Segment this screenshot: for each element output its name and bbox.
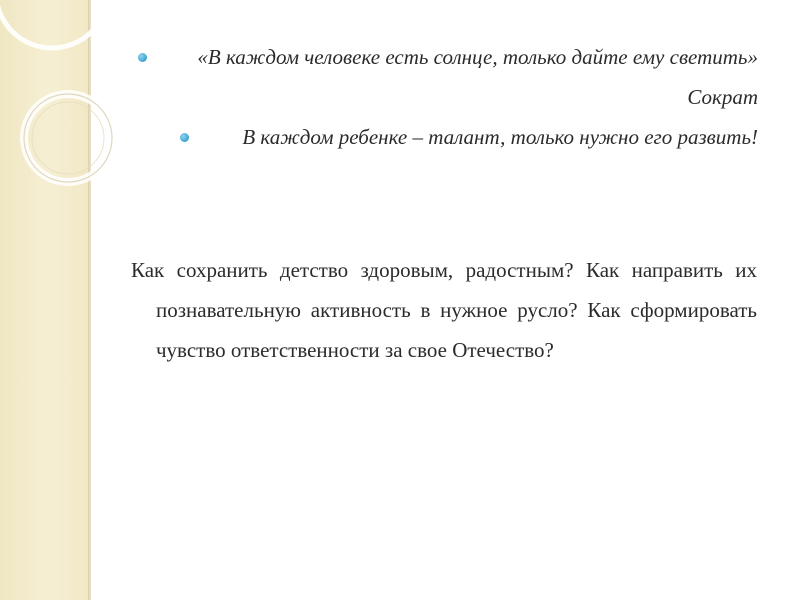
bullet-item-quote [130,40,758,114]
question-paragraph [131,250,757,370]
bullet-item-talent [130,120,758,154]
bullet-dot-icon [138,53,147,62]
decorative-circles [0,0,140,200]
quote-attribution: Сократ [687,85,758,109]
bullet-list [130,40,758,154]
bullet-dot-icon [180,133,189,142]
question-text: Как сохранить детство здоровым, радостным? Как направить их познавательную активность в нужное русло? Как сформировать чувство ответственности за свое Отечество? [131,258,757,362]
talent-text: В каждом ребенке – талант, только нужно его развить! [242,125,758,149]
quote-text: «В каждом человеке есть солнце, только дайте ему светить» [197,45,758,69]
